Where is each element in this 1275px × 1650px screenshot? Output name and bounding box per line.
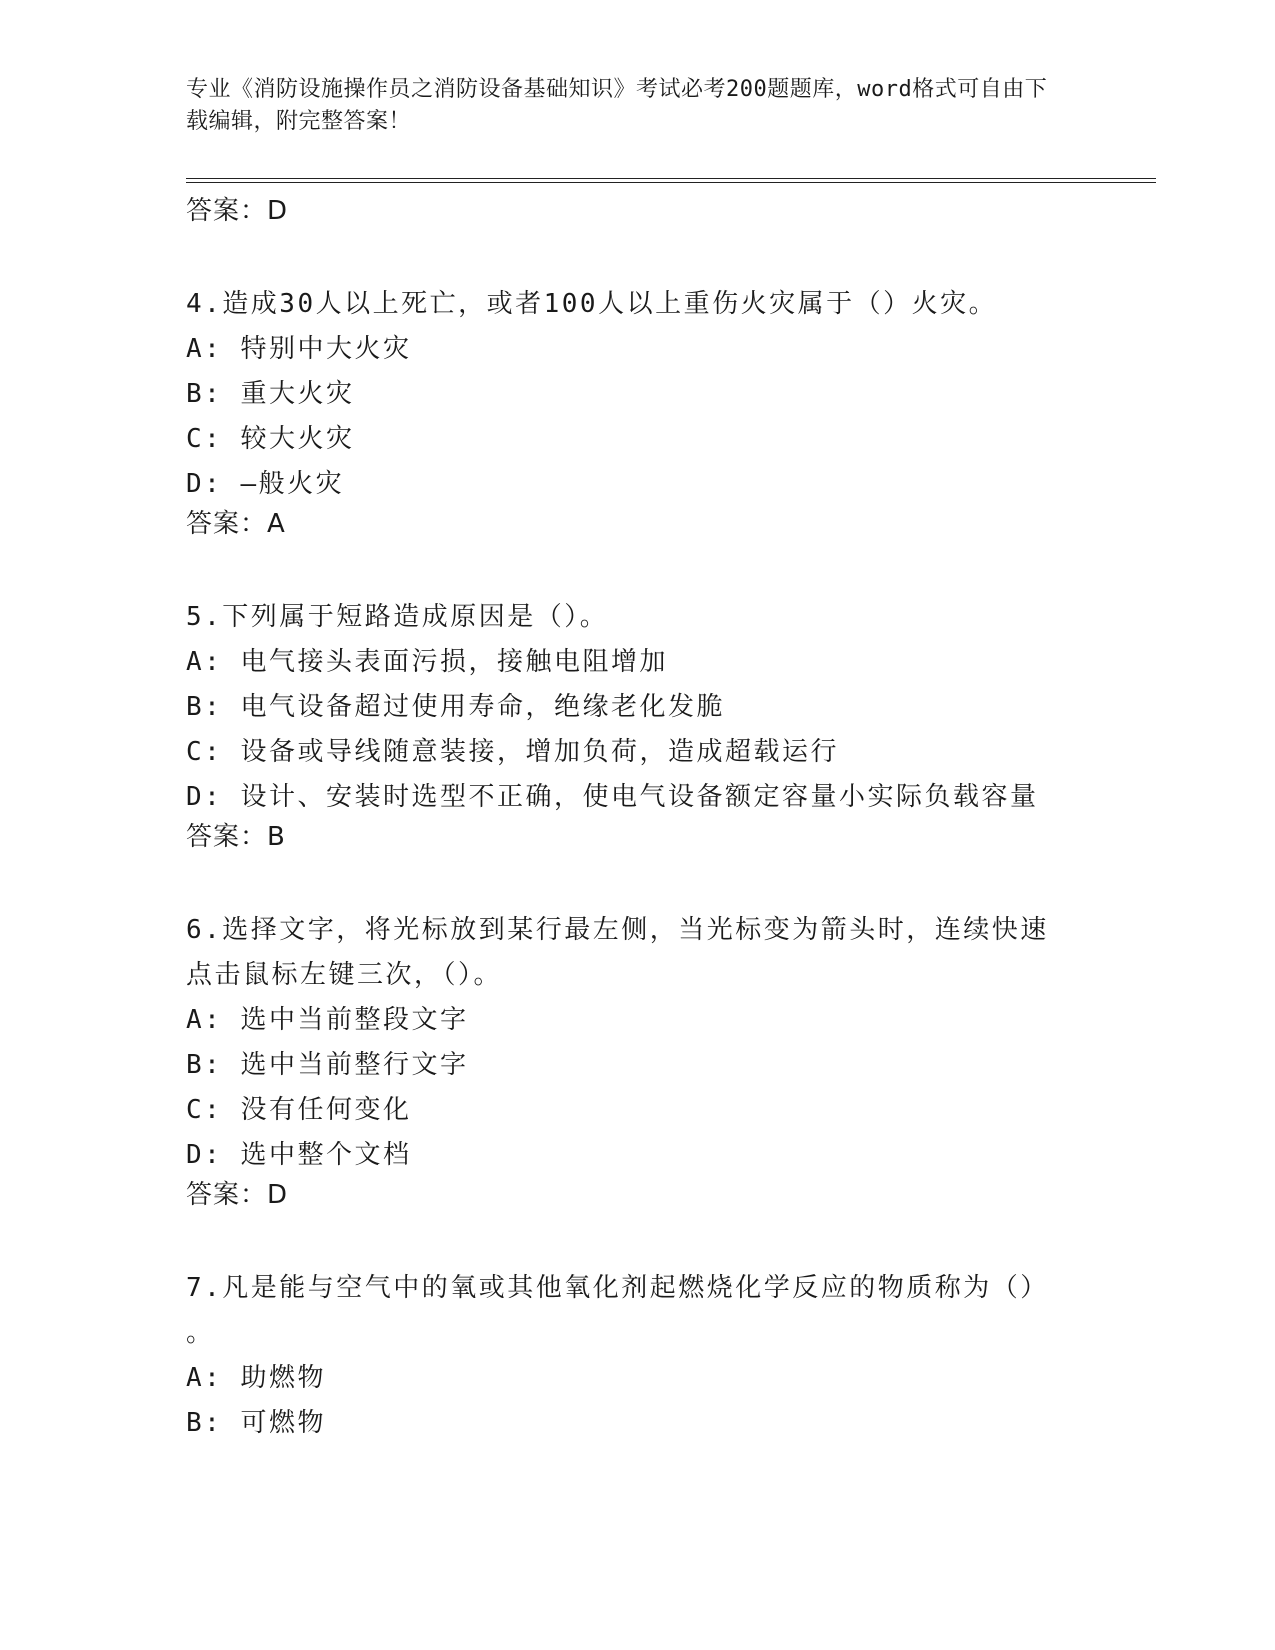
- option-b: B: 电气设备超过使用寿命，绝缘老化发脆: [186, 692, 725, 722]
- question-block: [186, 595, 1156, 854]
- option-d: D: —般火灾: [186, 469, 345, 499]
- answer-line: 答案：D: [186, 196, 289, 226]
- option-d: D: 选中整个文档: [186, 1140, 412, 1170]
- option-list: [186, 327, 1156, 507]
- answer-line: 答案：B: [186, 822, 286, 852]
- question-text: 4.造成30人以上死亡，或者100人以上重伤火灾属于（）火灾。: [186, 289, 998, 319]
- question-text: 5.下列属于短路造成原因是（）。: [186, 602, 609, 632]
- answer-line: 答案：A: [186, 509, 286, 539]
- document-header: 专业《消防设施操作员之消防设备基础知识》考试必考200题题库，word格式可自由下载编辑，附完整答案！: [186, 77, 1048, 134]
- option-c: C: 没有任何变化: [186, 1095, 412, 1125]
- question-block: [186, 908, 1156, 1212]
- option-c: C: 设备或导线随意装接，增加负荷，造成超载运行: [186, 737, 839, 767]
- option-a: A: 选中当前整段文字: [186, 1005, 469, 1035]
- question-block: [186, 282, 1156, 541]
- option-a: A: 特别中大火灾: [186, 334, 412, 364]
- document-page: [186, 74, 1156, 1446]
- option-list: [186, 998, 1156, 1178]
- header-divider: [186, 178, 1156, 183]
- option-d: D: 设计、安装时选型不正确，使电气设备额定容量小实际负载容量: [186, 782, 1039, 812]
- option-b: B: 可燃物: [186, 1408, 326, 1438]
- option-list: [186, 1356, 1156, 1446]
- option-a: A: 电气接头表面污损，接触电阻增加: [186, 647, 668, 677]
- answer-line: 答案：D: [186, 1180, 289, 1210]
- option-c: C: 较大火灾: [186, 424, 355, 454]
- question-text: 7.凡是能与空气中的氧或其他氧化剂起燃烧化学反应的物质称为（） 。: [186, 1273, 1049, 1348]
- option-list: [186, 640, 1156, 820]
- option-b: B: 选中当前整行文字: [186, 1050, 469, 1080]
- question-block: [186, 1266, 1156, 1446]
- option-a: A: 助燃物: [186, 1363, 326, 1393]
- option-b: B: 重大火灾: [186, 379, 355, 409]
- question-text: 6.选择文字，将光标放到某行最左侧，当光标变为箭头时，连续快速点击鼠标左键三次，（）。: [186, 915, 1049, 990]
